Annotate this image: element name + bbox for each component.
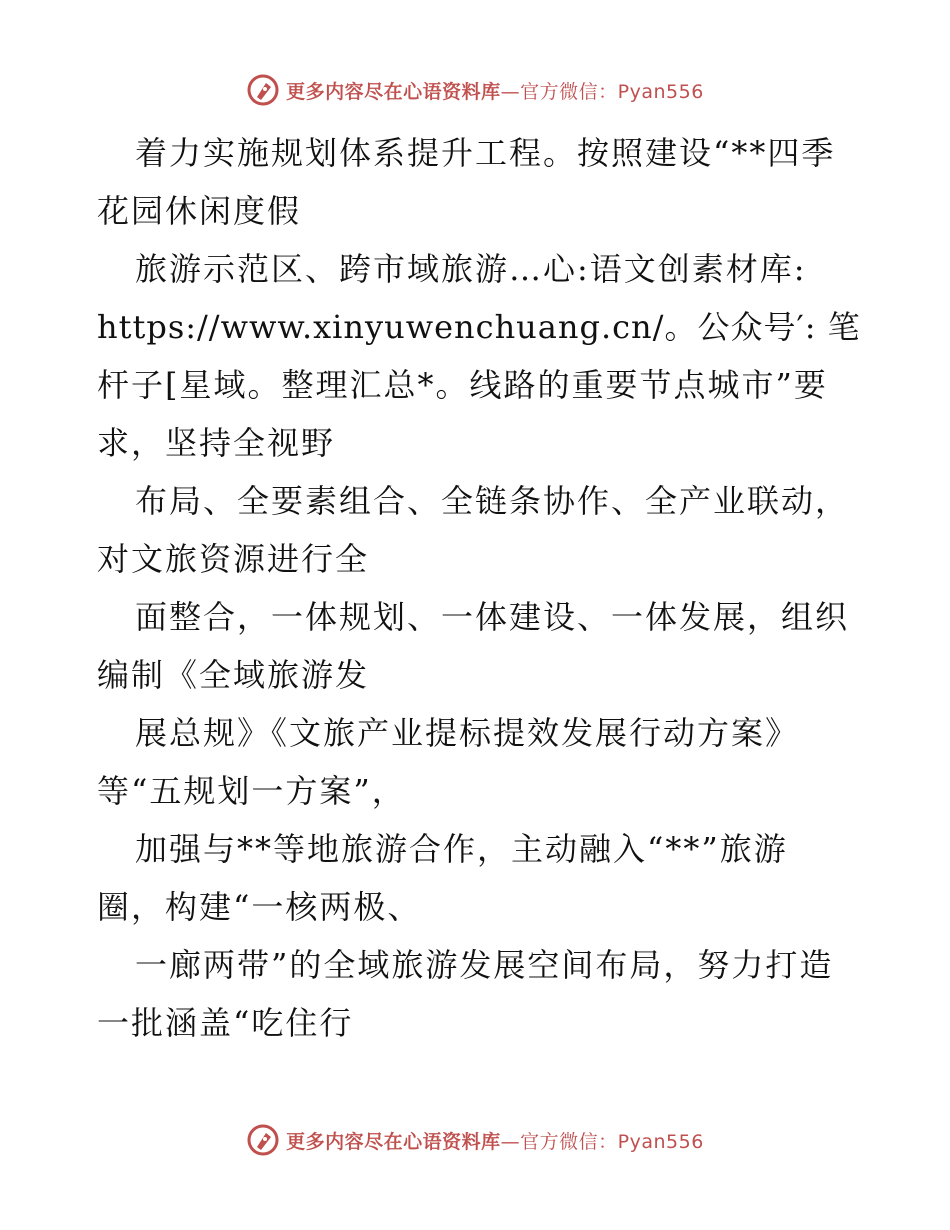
body-line: 编制《全域旅游发 bbox=[97, 656, 370, 694]
header-watermark-sub: —官方微信：Pyan556 bbox=[500, 80, 704, 103]
footer-watermark-main: 更多内容尽在心语资料库 bbox=[286, 1130, 501, 1153]
body-line: 旅游示范区、跨市域旅游…心:语文创素材库: bbox=[135, 250, 807, 288]
body-line: 面整合，一体规划、一体建设、一体发展，组织 bbox=[135, 598, 850, 636]
header-watermark bbox=[0, 70, 950, 110]
footer-watermark-sub: —官方微信：Pyan556 bbox=[500, 1130, 704, 1153]
body-line: 一廊两带”的全域旅游发展空间布局，努力打造 bbox=[135, 946, 834, 984]
body-line: 求，坚持全视野 bbox=[97, 424, 336, 462]
document-body bbox=[97, 124, 861, 1052]
footer-watermark bbox=[0, 1120, 950, 1160]
body-line: 加强与**等地旅游合作，主动融入“**”旅游 bbox=[135, 830, 788, 868]
body-line: 布局、全要素组合、全链条协作、全产业联动， bbox=[135, 482, 850, 520]
pen-nib-logo-icon bbox=[246, 1123, 280, 1157]
body-line-url: https://www.xinyuwenchuang.cn/。公众号′: 笔 bbox=[97, 308, 861, 346]
body-line: 对文旅资源进行全 bbox=[97, 540, 370, 578]
header-watermark-text bbox=[286, 77, 704, 104]
body-line: 着力实施规划体系提升工程。按照建设“**四季 bbox=[135, 134, 836, 172]
body-line: 圈，构建“一核两极、 bbox=[97, 888, 422, 926]
header-watermark-main: 更多内容尽在心语资料库 bbox=[286, 80, 501, 103]
body-line: 杆子[星域。整理汇总*。线路的重要节点城市”要 bbox=[97, 366, 828, 404]
body-line: 等“五规划一方案”， bbox=[97, 772, 406, 810]
body-line: 花园休闲度假 bbox=[97, 192, 302, 230]
body-line: 一批涵盖“吃住行 bbox=[97, 1004, 354, 1042]
body-line: 展总规》《文旅产业提标提效发展行动方案》 bbox=[135, 714, 800, 752]
footer-watermark-text bbox=[286, 1127, 704, 1154]
pen-nib-logo-icon bbox=[246, 73, 280, 107]
